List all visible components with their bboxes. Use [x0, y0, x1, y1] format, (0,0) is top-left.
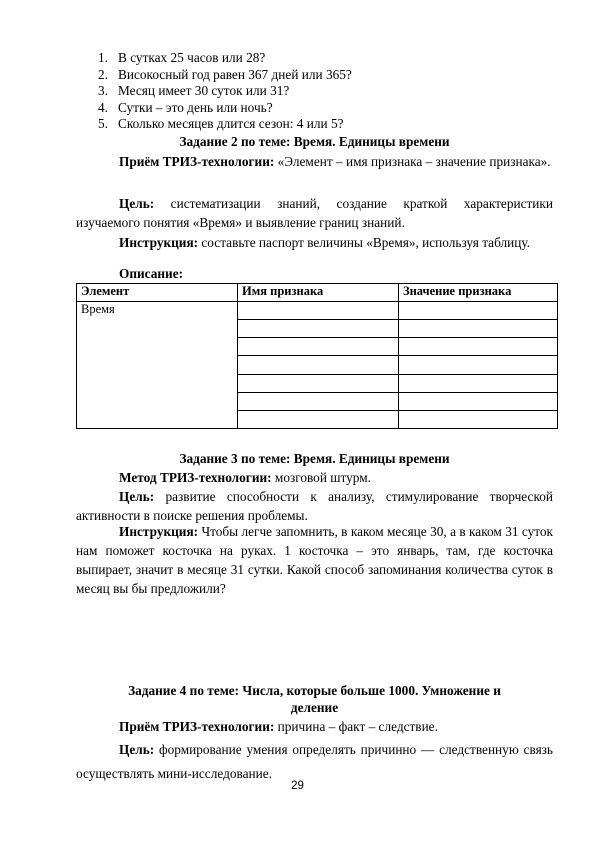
- table-cell[interactable]: [399, 410, 558, 428]
- list-item: 3. Месяц имеет 30 суток или 31?: [98, 83, 290, 98]
- task4-title-line2: деление: [290, 700, 339, 715]
- task3-instruction: [76, 522, 553, 598]
- task3-method-label: Метод ТРИЗ-технологии:: [119, 470, 272, 485]
- task4-goal-text: формирование умения определять причинно — следственную связь осуществлять мини-исследование.: [76, 742, 553, 781]
- table-cell[interactable]: [238, 356, 399, 374]
- table-cell[interactable]: [399, 374, 558, 392]
- task3-goal: [76, 487, 553, 525]
- page-number: 29: [291, 780, 304, 792]
- question-list: [98, 50, 518, 133]
- element-cell: Время: [77, 302, 238, 429]
- task2-instruction-text: составьте паспорт величины «Время», используя таблицу.: [201, 235, 531, 250]
- task2-title: Задание 2 по теме: Время. Единицы времени: [179, 134, 450, 149]
- task2-goal: [76, 194, 553, 232]
- task4-method: [76, 717, 553, 736]
- task2-method-label: Приём ТРИЗ-технологии:: [119, 154, 275, 169]
- table-cell[interactable]: [238, 410, 399, 428]
- table-cell[interactable]: [238, 302, 399, 320]
- task3-title: Задание 3 по теме: Время. Единицы времени: [179, 451, 450, 466]
- table-cell[interactable]: [399, 302, 558, 320]
- task2-method: [76, 152, 553, 171]
- list-item: 2. Високосный год равен 367 дней или 365?: [98, 66, 352, 82]
- table-cell[interactable]: [238, 374, 399, 392]
- task3-method: [76, 468, 553, 487]
- table-header-cell: Значение признака: [399, 284, 558, 302]
- task4-method-text: причина – факт – следствие.: [277, 719, 438, 734]
- task4-title-line1: Задание 4 по теме: Числа, которые больше 1000. Умножение и: [128, 683, 501, 698]
- task3-method-text: мозговой штурм.: [274, 470, 371, 485]
- passport-table: [76, 283, 558, 429]
- table-cell[interactable]: [399, 356, 558, 374]
- task2-goal-text: систематизации знаний, создание краткой характеристики изучаемого понятия «Время» и выявление границ знаний.: [76, 196, 553, 230]
- task3-instruction-text: Чтобы легче запомнить, в каком месяце 30, а в каком 31 суток нам поможет косточка на руках. 1 косточка – это январь, там, где косточка выпирает, значит в месяце 31 сутки. Какой способ запоминания количества суток в месяц вы бы предложили?: [76, 524, 553, 596]
- task2-goal-label: Цель:: [119, 196, 155, 211]
- table-cell[interactable]: [399, 320, 558, 338]
- table-header-row: [77, 284, 558, 302]
- task4-goal-label: Цель:: [119, 742, 155, 757]
- table-cell[interactable]: [238, 320, 399, 338]
- table-row: [77, 302, 558, 320]
- table-cell[interactable]: [238, 338, 399, 356]
- list-item: 4. Сутки – это день или ночь?: [98, 99, 273, 115]
- task4-goal: [76, 738, 553, 786]
- table-cell[interactable]: [238, 392, 399, 410]
- task3-instruction-label: Инструкция:: [119, 524, 199, 539]
- task2-instruction: [76, 233, 553, 252]
- list-item: 5. Сколько месяцев длится сезон: 4 или 5?: [98, 116, 344, 131]
- task4-method-label: Приём ТРИЗ-технологии:: [119, 719, 275, 734]
- list-item: 1. В сутках 25 часов или 28?: [98, 50, 266, 65]
- task2-description-label: Описание:: [119, 266, 184, 281]
- table-header-cell: Имя признака: [238, 284, 399, 302]
- task3-goal-text: развитие способности к анализу, стимулирование творческой активности в поиске решения проблемы.: [76, 489, 553, 523]
- task2-method-text: «Элемент – имя признака – значение признака».: [277, 154, 551, 169]
- task2-instruction-label: Инструкция:: [119, 235, 199, 250]
- task3-goal-label: Цель:: [119, 489, 155, 504]
- table-cell[interactable]: [399, 392, 558, 410]
- table-cell[interactable]: [399, 338, 558, 356]
- task4-title: [76, 682, 553, 716]
- table-header-cell: Элемент: [77, 284, 238, 302]
